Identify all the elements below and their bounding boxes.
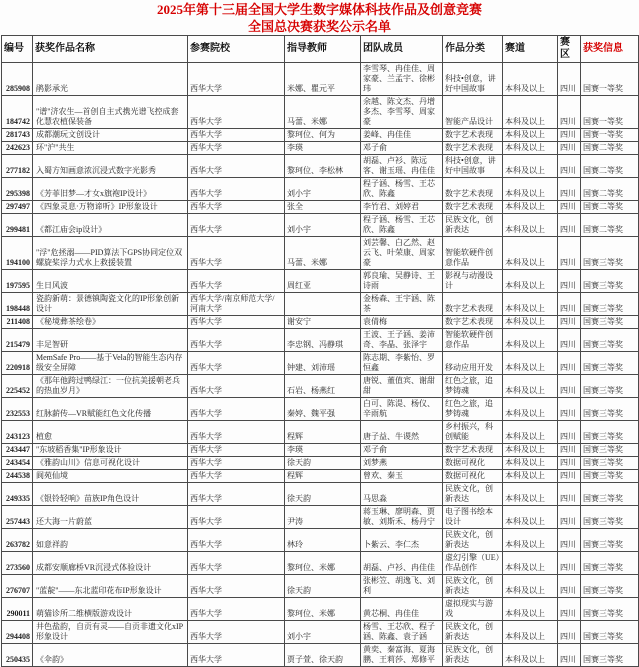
cell-teacher: 李忠钢、冯静琪 — [285, 329, 361, 352]
award-table — [1, 35, 639, 667]
cell-id: 294408 — [2, 621, 33, 644]
cell-category: 红色之旅，追梦铸魂 — [443, 375, 503, 398]
cell-teacher: 谢安宁 — [285, 316, 361, 329]
cell-school: 西华大学 — [188, 444, 285, 457]
cell-id: 215479 — [2, 329, 33, 352]
cell-zone: 四川 — [558, 201, 581, 214]
cell-school: 西华大学 — [188, 201, 285, 214]
cell-school: 西华大学 — [188, 316, 285, 329]
cell-track: 本科及以上 — [503, 63, 558, 96]
cell-school: 西华大学 — [188, 178, 285, 201]
cell-team: 郭良瑜、吴静诗、王诗雨 — [361, 270, 443, 293]
cell-team: 唐子益、牛谡然 — [361, 421, 443, 444]
cell-track: 本科及以上 — [503, 575, 558, 598]
cell-team: 黄奕、秦富海、夏海鹏、王莉莎、郑修平 — [361, 644, 443, 667]
cell-zone: 四川 — [558, 352, 581, 375]
cell-team: 袁倩梅 — [361, 316, 443, 329]
cell-team: 程子涵、杨雪、王芯欣、陈鑫 — [361, 178, 443, 201]
cell-school: 西华大学 — [188, 421, 285, 444]
cell-zone: 四川 — [558, 444, 581, 457]
cell-id: 225452 — [2, 375, 33, 398]
cell-teacher: 马蕾、米娜 — [285, 96, 361, 129]
cell-track: 本科及以上 — [503, 352, 558, 375]
cell-work: 成都安顺廊桥VR沉浸式体验设计 — [33, 552, 188, 575]
cell-award: 国赛二等奖 — [581, 201, 639, 214]
cell-zone: 四川 — [558, 329, 581, 352]
cell-award: 国赛三等奖 — [581, 421, 639, 444]
cell-award: 国赛三等奖 — [581, 457, 639, 470]
cell-teacher: 刘小宇 — [285, 178, 361, 201]
cell-track: 本科及以上 — [503, 621, 558, 644]
cell-zone: 四川 — [558, 483, 581, 506]
table-row — [2, 575, 639, 598]
cell-award: 国赛二等奖 — [581, 155, 639, 178]
cell-work: 《四象灵息·万物谛听》IP形象设计 — [33, 201, 188, 214]
cell-school: 西华大学 — [188, 270, 285, 293]
cell-teacher: 尹涛 — [285, 506, 361, 529]
table-row — [2, 352, 639, 375]
cell-team: 唐锐、董值宾、谢甜甜 — [361, 375, 443, 398]
cell-zone: 四川 — [558, 621, 581, 644]
cell-team: 李竹君、刘婷君 — [361, 201, 443, 214]
page-title-line2: 全国总决赛获奖公示名单 — [247, 19, 391, 34]
header-id: 编号 — [2, 36, 33, 63]
header-work: 获奖作品名称 — [33, 36, 188, 63]
cell-teacher: 秦婷、魏平强 — [285, 398, 361, 421]
cell-school: 西华大学 — [188, 214, 285, 237]
cell-teacher: 米娜、瞿元平 — [285, 63, 361, 96]
cell-teacher: 徐天韵 — [285, 457, 361, 470]
table-row — [2, 270, 639, 293]
cell-team: 姜峰、冉佳佳 — [361, 129, 443, 142]
cell-track: 本科及以上 — [503, 598, 558, 621]
page-title-line1: 2025年第十三届全国大学生数字媒体科技作品及创意竞赛 — [156, 2, 482, 17]
cell-teacher: 黎珂位、米娜 — [285, 552, 361, 575]
cell-id: 285908 — [2, 63, 33, 96]
cell-school: 西华大学 — [188, 644, 285, 667]
cell-work: 萌猫诊所二维横版游戏设计 — [33, 598, 188, 621]
cell-work: "谱"济农生—首创自主式携光谱飞控成套化慧农植保装备 — [33, 96, 188, 129]
cell-id: 243454 — [2, 457, 33, 470]
cell-zone: 四川 — [558, 529, 581, 552]
cell-category: 数字艺术表现 — [443, 293, 503, 316]
cell-teacher: 程辉 — [285, 470, 361, 483]
cell-award: 国赛三等奖 — [581, 270, 639, 293]
table-row — [2, 457, 639, 470]
cell-school: 西华大学 — [188, 375, 285, 398]
cell-school: 西华大学 — [188, 155, 285, 178]
cell-category: 虚拟现实与游戏 — [443, 598, 503, 621]
cell-teacher: 周红亚 — [285, 270, 361, 293]
cell-work: 《秘境彝茶绘卷》 — [33, 316, 188, 329]
cell-zone: 四川 — [558, 470, 581, 483]
cell-teacher: 李瑛 — [285, 142, 361, 155]
cell-category: 智能产品设计 — [443, 96, 503, 129]
table-row — [2, 529, 639, 552]
cell-id: 197595 — [2, 270, 33, 293]
cell-teacher: 程辉 — [285, 421, 361, 444]
cell-team: 陈志期、李紫怡、罗恒鑫 — [361, 352, 443, 375]
cell-category: 科技•创意，讲好中国故事 — [443, 63, 503, 96]
cell-track: 本科及以上 — [503, 96, 558, 129]
cell-team: 金杨森、王宇涵、陈茶 — [361, 293, 443, 316]
cell-category: 数字艺术表现 — [443, 129, 503, 142]
cell-category: 智能软硬件创意作品 — [443, 237, 503, 270]
cell-zone: 四川 — [558, 155, 581, 178]
cell-track: 本科及以上 — [503, 470, 558, 483]
cell-work: MemSafe Pro——基于Vela的智能生态内存级安全屏障 — [33, 352, 188, 375]
cell-award: 国赛二等奖 — [581, 142, 639, 155]
cell-id: 281743 — [2, 129, 33, 142]
cell-id: 277182 — [2, 155, 33, 178]
cell-work: 《芳菲旧梦—才女x旗袍IP设计》 — [33, 178, 188, 201]
cell-award: 国赛三等奖 — [581, 598, 639, 621]
cell-track: 本科及以上 — [503, 293, 558, 316]
cell-zone: 四川 — [558, 293, 581, 316]
cell-category: 民族文化，创新表达 — [443, 529, 503, 552]
cell-school: 西华大学 — [188, 506, 285, 529]
table-row — [2, 293, 639, 316]
cell-teacher — [285, 293, 361, 316]
cell-school: 西华大学 — [188, 457, 285, 470]
table-row — [2, 444, 639, 457]
cell-team: 胡磊、卢衫、冉佳佳 — [361, 552, 443, 575]
cell-work: 阆苑仙境 — [33, 470, 188, 483]
cell-track: 本科及以上 — [503, 375, 558, 398]
cell-school: 西华大学 — [188, 470, 285, 483]
cell-category: 民族文化，创新表达 — [443, 575, 503, 598]
cell-id: 194100 — [2, 237, 33, 270]
cell-track: 本科及以上 — [503, 398, 558, 421]
cell-track: 本科及以上 — [503, 552, 558, 575]
cell-id: 249335 — [2, 483, 33, 506]
cell-zone: 四川 — [558, 506, 581, 529]
cell-id: 276707 — [2, 575, 33, 598]
table-row — [2, 155, 639, 178]
cell-work: 入蜀方知画意浓沉浸式数字光影秀 — [33, 155, 188, 178]
cell-id: 198448 — [2, 293, 33, 316]
cell-team: 蒋玉琳、廖明森、贾敏、刘斯禾、杨丹宁 — [361, 506, 443, 529]
table-row — [2, 421, 639, 444]
cell-track: 本科及以上 — [503, 237, 558, 270]
cell-school: 西华大学 — [188, 142, 285, 155]
cell-zone: 四川 — [558, 63, 581, 96]
cell-team: 马思淼 — [361, 483, 443, 506]
cell-school: 西华大学 — [188, 329, 285, 352]
cell-zone: 四川 — [558, 644, 581, 667]
cell-id: 242623 — [2, 142, 33, 155]
cell-id: 273560 — [2, 552, 33, 575]
cell-team: 白可、陈湜、杨仪、辛雨航 — [361, 398, 443, 421]
cell-work: "浮"危拯溺——PID算法下GPS协同定位双螺旋桨浮力式水上救援装置 — [33, 237, 188, 270]
cell-track: 本科及以上 — [503, 214, 558, 237]
cell-award: 国赛三等奖 — [581, 444, 639, 457]
cell-category: 民族文化，创新表达 — [443, 483, 503, 506]
cell-teacher: 李瑛 — [285, 444, 361, 457]
cell-teacher: 徐天韵 — [285, 575, 361, 598]
award-table-body — [2, 63, 639, 667]
cell-zone: 四川 — [558, 214, 581, 237]
cell-award: 国赛一等奖 — [581, 129, 639, 142]
cell-zone: 四川 — [558, 552, 581, 575]
cell-track: 本科及以上 — [503, 421, 558, 444]
cell-zone: 四川 — [558, 575, 581, 598]
cell-school: 西华大学 — [188, 237, 285, 270]
table-row — [2, 142, 639, 155]
cell-award: 国赛二等奖 — [581, 178, 639, 201]
cell-zone: 四川 — [558, 270, 581, 293]
cell-work: "蓝靛"——东北蓝印花布IP形象设计 — [33, 575, 188, 598]
cell-track: 本科及以上 — [503, 129, 558, 142]
cell-category: 虚幻引擎（UE）作品创作 — [443, 552, 503, 575]
cell-zone: 四川 — [558, 178, 581, 201]
cell-id: 244538 — [2, 470, 33, 483]
cell-id: 243123 — [2, 421, 33, 444]
cell-zone: 四川 — [558, 375, 581, 398]
cell-track: 本科及以上 — [503, 457, 558, 470]
cell-team: 刘梦燕 — [361, 457, 443, 470]
cell-category: 红色之旅，追梦铸魂 — [443, 398, 503, 421]
cell-team: 黄芯桐、冉佳佳 — [361, 598, 443, 621]
cell-work: 生日风波 — [33, 270, 188, 293]
cell-award: 国赛一等奖 — [581, 63, 639, 96]
cell-track: 本科及以上 — [503, 644, 558, 667]
cell-award: 国赛三等奖 — [581, 316, 639, 329]
cell-zone: 四川 — [558, 421, 581, 444]
cell-school: 西华大学 — [188, 552, 285, 575]
table-row — [2, 506, 639, 529]
cell-category: 乡村振兴，科创赋能 — [443, 421, 503, 444]
cell-work: 井色盐韵，自贡有灵——自贡非遗文化xIP形象设计 — [33, 621, 188, 644]
cell-school: 西华大学 — [188, 63, 285, 96]
cell-teacher: 贾子萱、徐天韵 — [285, 644, 361, 667]
cell-school: 西华大学 — [188, 398, 285, 421]
cell-id: 232553 — [2, 398, 33, 421]
cell-teacher: 黎珂位、米娜 — [285, 598, 361, 621]
cell-award: 国赛三等奖 — [581, 575, 639, 598]
cell-school: 西华大学 — [188, 96, 285, 129]
cell-work: 植愈 — [33, 421, 188, 444]
cell-team: 邓子俞 — [361, 142, 443, 155]
table-row — [2, 470, 639, 483]
cell-id: 243447 — [2, 444, 33, 457]
cell-award: 国赛三等奖 — [581, 352, 639, 375]
table-row — [2, 237, 639, 270]
cell-teacher: 黎珂位、何为 — [285, 129, 361, 142]
cell-team: 程子涵、杨雪、王芯欣、陈鑫 — [361, 214, 443, 237]
header-track: 赛道 — [503, 36, 558, 63]
cell-work: 还大海一片蔚蓝 — [33, 506, 188, 529]
cell-team: 张彬笠、胡逸飞、刘利 — [361, 575, 443, 598]
table-row — [2, 598, 639, 621]
cell-school: 西华大学 — [188, 352, 285, 375]
cell-id: 290011 — [2, 598, 33, 621]
cell-award: 国赛三等奖 — [581, 470, 639, 483]
cell-award: 国赛三等奖 — [581, 529, 639, 552]
table-row — [2, 214, 639, 237]
cell-work: 红脉薪传—VR赋能红色文化传播 — [33, 398, 188, 421]
cell-team: 李雪琴、冉佳佳、周家豪、兰孟宇、徐彬玮 — [361, 63, 443, 96]
cell-id: 295398 — [2, 178, 33, 201]
cell-id: 250435 — [2, 644, 33, 667]
cell-zone: 四川 — [558, 96, 581, 129]
cell-work: 《雅韵山川》信息可视化设计 — [33, 457, 188, 470]
cell-category: 影视与动漫设计 — [443, 270, 503, 293]
cell-work: 瓷韵新萌：景德镇陶瓷文化的IP形象创新设计 — [33, 293, 188, 316]
cell-work: 丰足智研 — [33, 329, 188, 352]
cell-award: 国赛三等奖 — [581, 329, 639, 352]
cell-zone: 四川 — [558, 457, 581, 470]
cell-zone: 四川 — [558, 398, 581, 421]
cell-zone: 四川 — [558, 129, 581, 142]
cell-school: 西华大学 — [188, 129, 285, 142]
cell-team: 卜紫云、李仁杰 — [361, 529, 443, 552]
cell-category: 数字艺术表现 — [443, 316, 503, 329]
cell-track: 本科及以上 — [503, 178, 558, 201]
cell-teacher: 刘小宇 — [285, 214, 361, 237]
cell-track: 本科及以上 — [503, 316, 558, 329]
table-row — [2, 178, 639, 201]
header-teacher: 指导教师 — [285, 36, 361, 63]
table-row — [2, 63, 639, 96]
table-row — [2, 621, 639, 644]
cell-track: 本科及以上 — [503, 529, 558, 552]
cell-award: 国赛三等奖 — [581, 644, 639, 667]
cell-award: 国赛三等奖 — [581, 293, 639, 316]
cell-work: 《那年他跨过鸭绿江：一位抗美援朝老兵的热血岁月》 — [33, 375, 188, 398]
header-zone: 赛区 — [558, 36, 581, 63]
table-row — [2, 375, 639, 398]
table-row — [2, 483, 639, 506]
cell-work: 《伞韵》 — [33, 644, 188, 667]
table-row — [2, 129, 639, 142]
cell-id: 184742 — [2, 96, 33, 129]
cell-track: 本科及以上 — [503, 201, 558, 214]
cell-id: 220918 — [2, 352, 33, 375]
cell-teacher: 石岩、杨燕红 — [285, 375, 361, 398]
cell-teacher: 马蕾、米娜 — [285, 237, 361, 270]
cell-track: 本科及以上 — [503, 506, 558, 529]
cell-category: 数字艺术表现 — [443, 142, 503, 155]
cell-work: 鹃影承光 — [33, 63, 188, 96]
cell-award: 国赛三等奖 — [581, 506, 639, 529]
cell-team: 邓子俞 — [361, 444, 443, 457]
cell-award: 国赛一等奖 — [581, 96, 639, 129]
cell-category: 民族文化，创新表达 — [443, 644, 503, 667]
cell-award: 国赛二等奖 — [581, 214, 639, 237]
cell-award: 国赛三等奖 — [581, 398, 639, 421]
cell-zone: 四川 — [558, 316, 581, 329]
cell-category: 数据可视化 — [443, 457, 503, 470]
cell-team: 刘芸馨、白乙然、赵云飞、叶荣康、周家豪 — [361, 237, 443, 270]
table-row — [2, 316, 639, 329]
cell-team: 王波、王子涵、姜沛奇、李晶、张泽宇 — [361, 329, 443, 352]
header-team: 团队成员 — [361, 36, 443, 63]
cell-zone: 四川 — [558, 237, 581, 270]
cell-teacher: 钟建、刘沛瑶 — [285, 352, 361, 375]
table-row — [2, 398, 639, 421]
cell-work: "东坡稻香集"IP形象设计 — [33, 444, 188, 457]
cell-zone: 四川 — [558, 598, 581, 621]
cell-teacher: 黎珂位、李松林 — [285, 155, 361, 178]
cell-work: 成都潮玩文创设计 — [33, 129, 188, 142]
table-row — [2, 644, 639, 667]
cell-id: 263782 — [2, 529, 33, 552]
cell-school: 西华大学 — [188, 529, 285, 552]
cell-track: 本科及以上 — [503, 142, 558, 155]
header-school: 参赛院校 — [188, 36, 285, 63]
cell-school: 西华大学/南京师范大学/河南大学 — [188, 293, 285, 316]
cell-school: 西华大学 — [188, 575, 285, 598]
cell-track: 本科及以上 — [503, 329, 558, 352]
table-row — [2, 96, 639, 129]
cell-work: 《都江庙会ip设计》 — [33, 214, 188, 237]
cell-zone: 四川 — [558, 142, 581, 155]
cell-award: 国赛三等奖 — [581, 237, 639, 270]
cell-category: 电子图书绘本设计 — [443, 506, 503, 529]
table-row — [2, 201, 639, 214]
cell-school: 西华大学 — [188, 621, 285, 644]
cell-track: 本科及以上 — [503, 444, 558, 457]
cell-category: 智能软硬件创意作品 — [443, 329, 503, 352]
cell-award: 国赛三等奖 — [581, 552, 639, 575]
header-award: 获奖信息 — [581, 36, 639, 63]
cell-teacher: 林玲 — [285, 529, 361, 552]
cell-teacher: 张全 — [285, 201, 361, 214]
cell-school: 西华大学 — [188, 483, 285, 506]
cell-team: 余越、陈文杰、丹增多杰、李雪琴、周家豪 — [361, 96, 443, 129]
cell-work: 如意祥韵 — [33, 529, 188, 552]
cell-id: 211408 — [2, 316, 33, 329]
cell-award: 国赛三等奖 — [581, 621, 639, 644]
cell-id: 299481 — [2, 214, 33, 237]
cell-track: 本科及以上 — [503, 483, 558, 506]
cell-track: 本科及以上 — [503, 270, 558, 293]
cell-track: 本科及以上 — [503, 155, 558, 178]
header-category: 作品分类 — [443, 36, 503, 63]
cell-category: 数据可视化 — [443, 470, 503, 483]
cell-category: 数字艺术表现 — [443, 178, 503, 201]
page-title — [0, 0, 639, 34]
cell-teacher: 刘小宇 — [285, 621, 361, 644]
cell-team: 杨雪、王芯欣、程子涵、陈鑫、袁子涵 — [361, 621, 443, 644]
cell-category: 民族文化，创新表达 — [443, 214, 503, 237]
cell-team: 胡磊、卢衫、陈远客、谢玉瑶、冉佳佳 — [361, 155, 443, 178]
cell-category: 科技•创意，讲好中国故事 — [443, 155, 503, 178]
cell-team: 曾欢、秦玉 — [361, 470, 443, 483]
cell-teacher: 徐天韵 — [285, 483, 361, 506]
header-row — [2, 36, 639, 63]
cell-award: 国赛三等奖 — [581, 483, 639, 506]
cell-award: 国赛三等奖 — [581, 375, 639, 398]
cell-work: 《银铃轻响》苗族IP角色设计 — [33, 483, 188, 506]
cell-category: 数字艺术表现 — [443, 201, 503, 214]
cell-category: 民族文化，创新表达 — [443, 621, 503, 644]
cell-work: 环"沪"共生 — [33, 142, 188, 155]
table-row — [2, 329, 639, 352]
cell-id: 297497 — [2, 201, 33, 214]
cell-id: 257443 — [2, 506, 33, 529]
cell-school: 西华大学 — [188, 598, 285, 621]
cell-category: 移动应用开发 — [443, 352, 503, 375]
cell-category: 数字艺术表现 — [443, 444, 503, 457]
